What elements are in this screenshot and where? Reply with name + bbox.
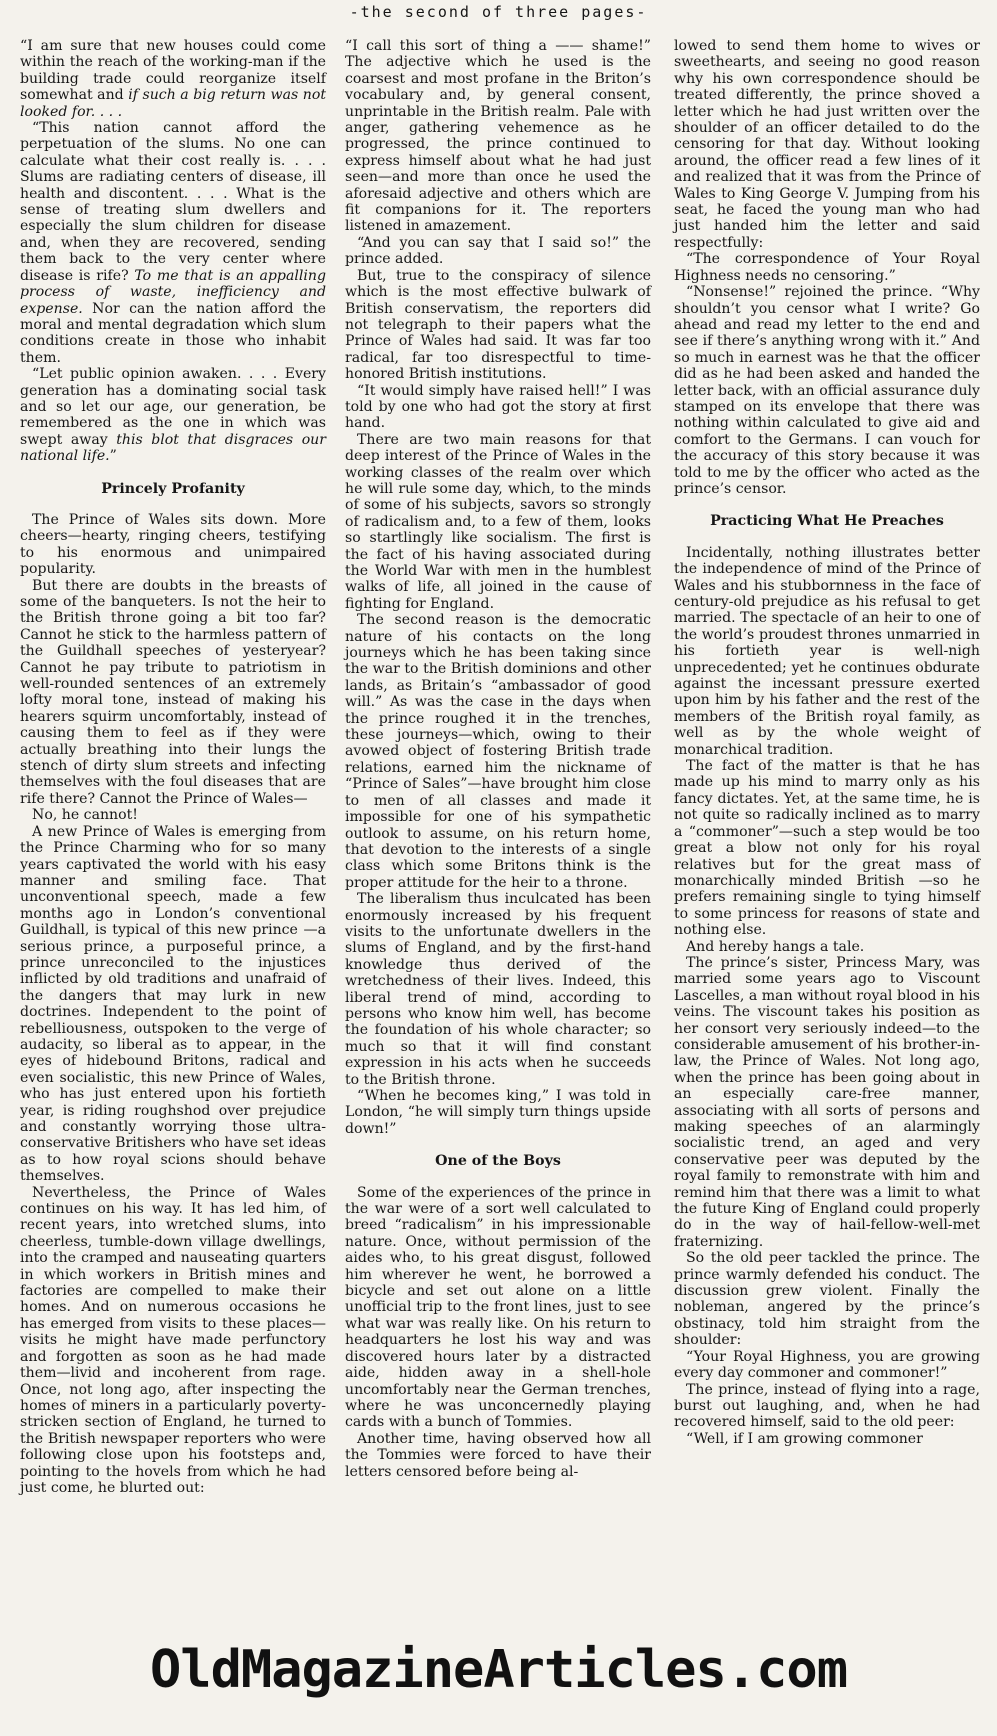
section-heading: Practicing What He Preaches bbox=[710, 513, 944, 530]
italic-text: this blot that disgraces our national life. bbox=[20, 431, 326, 465]
paragraph: “Nonsense!” rejoined the prince. “Why shouldn’t you censor what I write? Go ahead and read my letter to the end and see if there’s anything wrong with it.” And so much in earnest was he that the officer did as he had been asked and handed the letter back, with an official assurance duly stamped on its envelope that there was nothing within calculated to give aid and comfort to the Germans. I can vouch for the accuracy of this story because it was told to me by the officer who acted as the prince’s censor. bbox=[674, 284, 980, 497]
paragraph bbox=[20, 38, 326, 120]
paragraph: Some of the experiences of the prince in the war were of a sort well calculated to breed “radicalism” in his impressionable nature. Once, without permission of the aides who, to his great disgust, followed him wherever he went, he borrowed a bicycle and set out alone on a little unofficial trip to the front lines, just to see what war was really like. On his return to headquarters he lost his way and was discovered hours later by a distracted aide, hidden away in a shell-hole uncomfortably near the German trenches, where he was unconcernedly playing cards with a bunch of Tommies. bbox=[345, 1184, 651, 1431]
paragraph: The Prince of Wales sits down. More cheers—hearty, ringing cheers, testifying to his enormous and unimpaired popularity. bbox=[20, 511, 326, 578]
paragraph: “Well, if I am growing commoner bbox=[686, 1430, 923, 1447]
section-heading: One of the Boys bbox=[435, 1153, 561, 1170]
paragraph: Nevertheless, the Prince of Wales continues on his way. It has led him, of recent years, into wretched slums, into cheerless, tumble-down village dwellings, into the cramped and nauseating quarters in which workers in British mines and factories are compelled to make their homes. And on numerous occasions he has emerged from visits to these places—visits he might have made perfunctory and forgotten as soon as he had made them—livid and incoherent from rage. Once, not long ago, after inspecting the homes of miners in a particularly poverty-stricken section of England, he turned to the British newspaper reporters who were following close upon his footsteps and, pointing to the hovels from which he had just come, he blurted out: bbox=[20, 1184, 326, 1496]
paragraph: The prince, instead of flying into a rage, burst out laughing, and, when he had recovered himself, said to the old peer: bbox=[674, 1381, 980, 1431]
paragraph: No, he cannot! bbox=[32, 807, 138, 824]
paragraph: But, true to the conspiracy of silence which is the most effective bulwark of British conservatism, the reporters did not telegraph to their papers what the Prince of Wales had said. It was far too radical, far too disrespectful to time-honored British institutions. bbox=[345, 267, 651, 383]
paragraph: “And you can say that I said so!” the prince added. bbox=[345, 234, 651, 268]
text-span: “This nation cannot afford the perpetuation of the slums. No one can calculate what their cost really is. . . . Slums are radiating centers of disease, ill health and discontent. . . . What is the sense of treating slum dwellers and especially the slum children for disease and, when they are recovered, sending them back to the very center where disease is rife? bbox=[20, 120, 326, 284]
paragraph: “I call this sort of thing a —— shame!” The adjective which he used is the coarsest and most profane in the Briton’s vocabulary and, by general consent, unprintable in the British realm. Pale with anger, gathering vehemence as he progressed, the prince continued to express himself about what he had just seen—and more than once he used the aforesaid adjective and others which are fit companions for it. The reporters listened in amazement. bbox=[345, 38, 651, 235]
article-column-3 bbox=[674, 38, 980, 1447]
paragraph: The second reason is the democratic nature of his contacts on the long journeys which he has been taking since the war to the British dominions and other lands, as Britain’s “ambassador of good will.” As was the case in the days when the prince roughed it in the trenches, these journeys—which, owing to their avowed object of fostering British trade relations, earned him the nickname of “Prince of Sales”—have brought him close to men of all classes and made it impossible for one of his sympathetic outlook to assume, on his return home, that devotion to the interests of a single class which some Britons think is the proper attitude for the heir to a throne. bbox=[345, 612, 651, 891]
text-span: ” bbox=[109, 448, 117, 465]
site-watermark: OldMagazineArticles.com bbox=[149, 1640, 848, 1700]
paragraph: “When he becomes king,” I was told in London, “he will simply turn things upside down!” bbox=[345, 1088, 651, 1137]
paragraph: “Your Royal Highness, you are growing every day commoner and commoner!” bbox=[674, 1348, 980, 1382]
text-span: Nor can the nation afford the moral and mental degradation which slum conditions create in those who inhabit them. bbox=[20, 300, 326, 366]
paragraph: The prince’s sister, Princess Mary, was married some years ago to Viscount Lascelles, a man without royal blood in his veins. The viscount takes his position as her consort very seriously indeed—to the considerable amusement of his brother-in-law, the Prince of Wales. Not long ago, when the prince has been going about in an especially care-free manner, associating with all sorts of persons and making speeches of an alarmingly socialistic trend, an aged and very conservative peer was deputed by the royal family to remonstrate with him and remind him that there was a limit to what the future King of England could properly do in the way of hail-fellow-well-met fraternizing. bbox=[674, 954, 980, 1250]
paragraph: A new Prince of Wales is emerging from the Prince Charming who for so many years captivated the world with his easy manner and smiling face. That unconventional speech, made a few months ago in London’s conventional Guildhall, is typical of this new prince —a serious prince, a purposeful prince, a prince unreconciled to the injustices inflicted by old traditions and unafraid of the dangers that may lurk in new doctrines. Independent to the point of rebelliousness, outspoken to the verge of audacity, so liberal as to appear, in the eyes of hidebound Britons, radical and even socialistic, this new Prince of Wales, who has just entered upon his fortieth year, is riding roughshod over prejudice and constantly worrying those ultra-conservative Britishers who have set ideas as to how royal scions should behave themselves. bbox=[20, 823, 326, 1185]
paragraph: But there are doubts in the breasts of some of the banqueters. Is not the heir to the British throne going a bit too far? Cannot he stick to the harmless pattern of the Guildhall speeches of yesteryear? Cannot he pay tribute to patriotism in well-rounded sentences of an extremely lofty moral tone, instead of making his hearers squirm uncomfortably, instead of causing them to feel as if they were actually breathing into their lungs the stench of dirty slum streets and infecting themselves with the foul diseases that are rife there? Cannot the Prince of Wales— bbox=[20, 577, 326, 807]
page-header: -the second of three pages- bbox=[349, 3, 648, 21]
paragraph: Another time, having observed how all the Tommies were forced to have their letters censored before being al- bbox=[345, 1430, 651, 1480]
text-span: “I am sure that new houses could come within the reach of the working-man if the building trade could reorganize itself somewhat and bbox=[20, 38, 326, 104]
paragraph: There are two main reasons for that deep interest of the Prince of Wales in the working classes of the realm over which he will rule some day, which, to the minds of some of his subjects, savors so strongly of radicalism and, to a few of them, looks so startlingly like socialism. The first is the fact of his having associated during the World War with men in the humblest walks of life, all joined in the cause of fighting for England. bbox=[345, 431, 651, 612]
paragraph bbox=[20, 366, 326, 464]
paragraph: Incidentally, nothing illustrates better the independence of mind of the Prince of Wales and his stubbornness in the face of century-old prejudice as his refusal to get married. The spectacle of an heir to one of the world’s proudest thrones unmarried in his fortieth year is well-nigh unprecedented; yet he continues obdurate against the incessant pressure exerted upon him by his father and the rest of the members of the British royal family, as well as by the whole weight of monarchical tradition. bbox=[674, 544, 980, 758]
section-heading: Princely Profanity bbox=[101, 480, 245, 497]
paragraph: “The correspondence of Your Royal Highness needs no censoring.” bbox=[674, 251, 980, 284]
paragraph: The liberalism thus inculcated has been enormously increased by his frequent visits to the unfortunate dwellers in the slums of England, and by the first-hand knowledge thus derived of the wretchedness of their lives. Indeed, this liberal trend of mind, according to persons who know him well, has become the foundation of his whole character; so much so that it will find constant expression in his acts when he succeeds to the British throne. bbox=[345, 891, 651, 1088]
article-column-2 bbox=[345, 38, 651, 1480]
paragraph bbox=[20, 120, 326, 366]
paragraph: And hereby hangs a tale. bbox=[686, 938, 865, 955]
paragraph: The fact of the matter is that he has made up his mind to marry only as his fancy dictates. Yet, at the same time, he is not quite so radically inclined as to marry a “commoner”—such a step would be too great a blow not only for his royal relatives but for the great mass of monarchically minded British —so he prefers remaining single to tying himself to some princess for reasons of state and nothing else. bbox=[674, 758, 980, 939]
paragraph: lowed to send them home to wives or sweethearts, and seeing no good reason why his own correspondence should be treated differently, the prince shoved a letter which he had just written over the shoulder of an officer detailed to do the censoring for that day. Without looking around, the officer read a few lines of it and realized that it was from the Prince of Wales to King George V. Jumping from his seat, he faced the young man who had just handed him the letter and said respectfully: bbox=[674, 38, 980, 251]
paragraph: “It would simply have raised hell!” I was told by one who had got the story at first hand. bbox=[345, 382, 651, 432]
italic-text: To me that is an appalling process of waste, inefficiency and expense. bbox=[20, 267, 326, 317]
article-column-1 bbox=[20, 38, 326, 1496]
paragraph: So the old peer tackled the prince. The prince warmly defended his conduct. The discussion grew violent. Finally the nobleman, angered by the prince’s obstinacy, told him straight from the shoulder: bbox=[674, 1250, 980, 1349]
text-span: “Let public opinion awaken. . . . Every generation has a dominating social task and so let our age, our generation, be remembered as the one in which was swept away bbox=[20, 366, 326, 448]
italic-text: if such a big return was not looked for. . . . bbox=[20, 87, 326, 120]
